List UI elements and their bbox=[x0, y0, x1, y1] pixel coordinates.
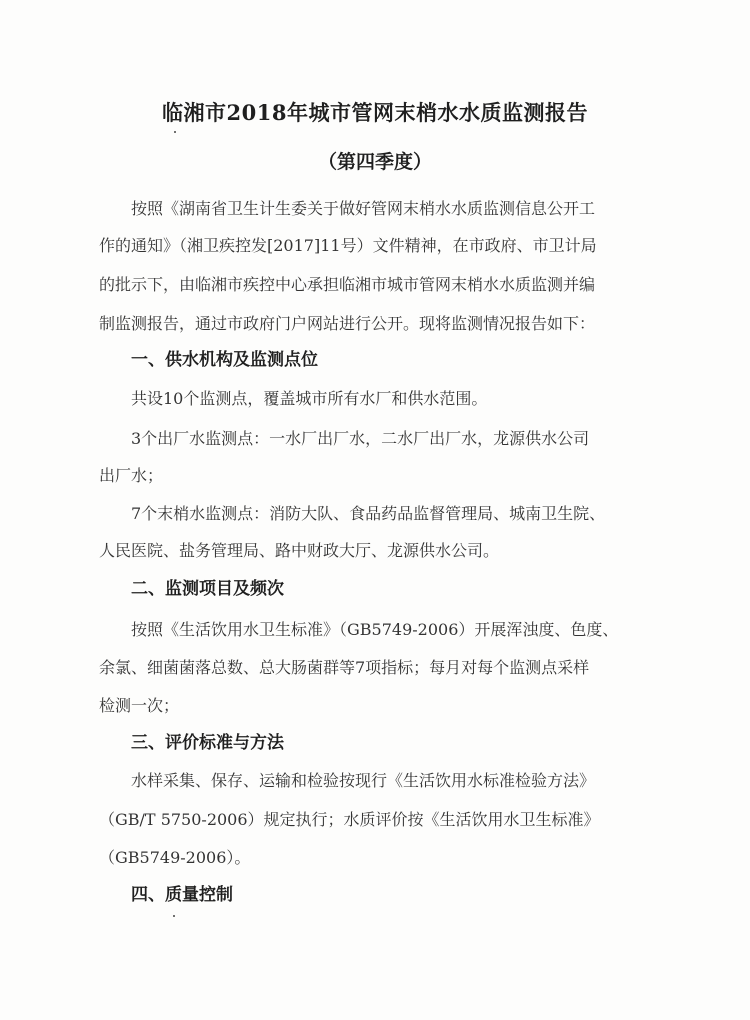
section-1-paragraph-1: 共设10个监测点，覆盖城市所有水厂和供水范围。 bbox=[131, 389, 488, 408]
intro-line-3: 的批示下，由临湘市疾控中心承担临湘市城市管网末梢水水质监测并编 bbox=[99, 275, 596, 294]
section-2-heading: 二、监测项目及频次 bbox=[131, 579, 284, 599]
section-3-heading: 三、评价标准与方法 bbox=[131, 733, 284, 753]
scan-speck bbox=[174, 131, 176, 133]
section-1-paragraph-2-line-1: 3个出厂水监测点：一水厂出厂水，二水厂出厂水，龙源供水公司 bbox=[131, 429, 590, 448]
section-1-paragraph-3-line-1: 7个末梢水监测点：消防大队、食品药品监督管理局、城南卫生院、 bbox=[131, 504, 606, 523]
intro-line-4: 制监测报告，通过市政府门户网站进行公开。现将监测情况报告如下： bbox=[99, 314, 596, 333]
intro-line-1: 按照《湖南省卫生计生委关于做好管网末梢水水质监测信息公开工 bbox=[131, 199, 596, 218]
intro-line-2: 作的通知》（湘卫疾控发[2017]11号）文件精神，在市政府、市卫计局 bbox=[99, 236, 597, 255]
section-3-paragraph-line-3: （GB5749-2006）。 bbox=[99, 848, 251, 867]
section-3-paragraph-line-2: （GB/T 5750-2006）规定执行；水质评价按《生活饮用水卫生标准》 bbox=[99, 810, 600, 829]
page-subtitle: （第四季度） bbox=[317, 151, 432, 173]
section-4-heading: 四、质量控制 bbox=[131, 885, 233, 905]
page-title: 临湘市2018年城市管网末梢水水质监测报告 bbox=[162, 100, 588, 125]
section-1-paragraph-2-line-2: 出厂水； bbox=[99, 466, 164, 485]
section-2-paragraph-line-1: 按照《生活饮用水卫生标准》（GB5749-2006）开展浑浊度、色度、 bbox=[131, 620, 619, 639]
section-1-heading: 一、供水机构及监测点位 bbox=[131, 350, 318, 370]
section-1-paragraph-3-line-2: 人民医院、盐务管理局、路中财政大厅、龙源供水公司。 bbox=[99, 541, 500, 560]
section-2-paragraph-line-3: 检测一次； bbox=[99, 696, 180, 715]
scan-speck bbox=[173, 915, 175, 917]
section-2-paragraph-line-2: 余氯、细菌菌落总数、总大肠菌群等7项指标；每月对每个监测点采样 bbox=[99, 658, 590, 677]
section-3-paragraph-line-1: 水样采集、保存、运输和检验按现行《生活饮用水标准检验方法》 bbox=[131, 771, 596, 790]
